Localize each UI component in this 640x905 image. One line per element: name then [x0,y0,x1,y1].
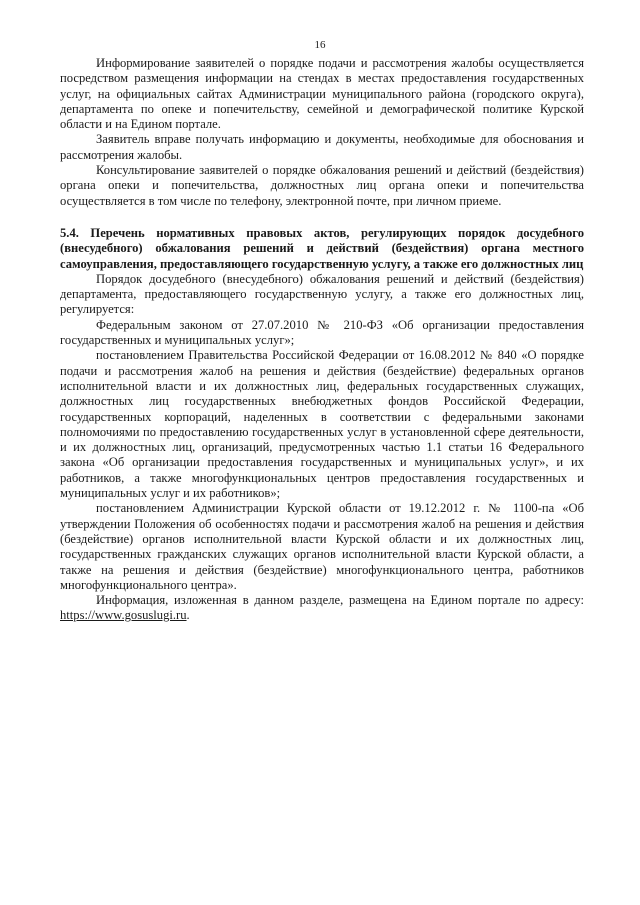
paragraph-federal-law: Федеральным законом от 27.07.2010 № 210-ФЗ «Об организации предоставления государственных и муниципальных услуг»; [60,317,584,348]
portal-info-text: Информация, изложенная в данном разделе, размещена на Едином портале по адресу: [96,593,584,608]
paragraph-informing: Информирование заявителей о порядке подачи и рассмотрения жалобы осуществляется посредством размещения информации на стендах в местах предоставления государственных услуг, на официальных сайтах Администрации муниципального района (городского округа), департамента по опеке и попечительству, семейной и демографической политике Курской области и на Едином портале. [60,56,584,132]
paragraph-applicant-right: Заявитель вправе получать информацию и документы, необходимые для обоснования и рассмотрения жалобы. [60,132,584,162]
portal-info-tail: . [186,608,190,623]
paragraph-consulting: Консультирование заявителей о порядке обжалования решений и действий (бездействия) органа опеки и попечительства, должностных лиц органа опеки и попечительства осуществляется в том числе по телефону, электронной почте, при личном приеме. [60,163,584,208]
section-title-5-4: 5.4. Перечень нормативных правовых актов, регулирующих порядок досудебного (внесудебного) обжалования решений и действий (бездействия) органа местного самоуправления, предоставляющего государственную услугу, а также его должностных лиц [60,225,584,271]
paragraph-regulation-intro: Порядок досудебного (внесудебного) обжалования решений и действий (бездействия) департамента, предоставляющего государственную услугу, а также его должностных лиц, регулируется: [60,271,584,317]
page-number: 16 [314,39,326,51]
paragraph-portal-info [60,593,584,624]
paragraph-government-decree: постановлением Правительства Российской Федерации от 16.08.2012 № 840 «О порядке подачи и рассмотрения жалоб на решения и действия (бездействие) федеральных органов исполнительной власти и их должностных лиц, федеральных государственных служащих, должностных лиц государственных внебюджетных фондов Российской Федерации, государственных корпораций, наделенных в соответствии с федеральными законами полномочиями по предоставлению государственных услуг в установленной сфере деятельности, и их должностных лиц, организаций, предусмотренных частью 1.1 статьи 16 Федерального закона «Об организации предоставления государственных и муниципальных услуг», и их работников, а также многофункциональных центров предоставления государственных и муниципальных услуг и их работников»; [60,348,584,501]
document-body [60,56,584,624]
paragraph-kursk-decree: постановлением Администрации Курской области от 19.12.2012 г. № 1100-па «Об утверждении Положения об особенностях подачи и рассмотрения жалоб на решения и действия (бездействие) органов исполнительной власти Курской области и их должностных лиц, государственных гражданских служащих органов исполнительной власти Курской области, а также на решения и действия (бездействие) многофункционального центра, работников многофункционального центра». [60,501,584,592]
gosuslugi-link[interactable]: https://www.gosuslugi.ru [60,608,187,623]
